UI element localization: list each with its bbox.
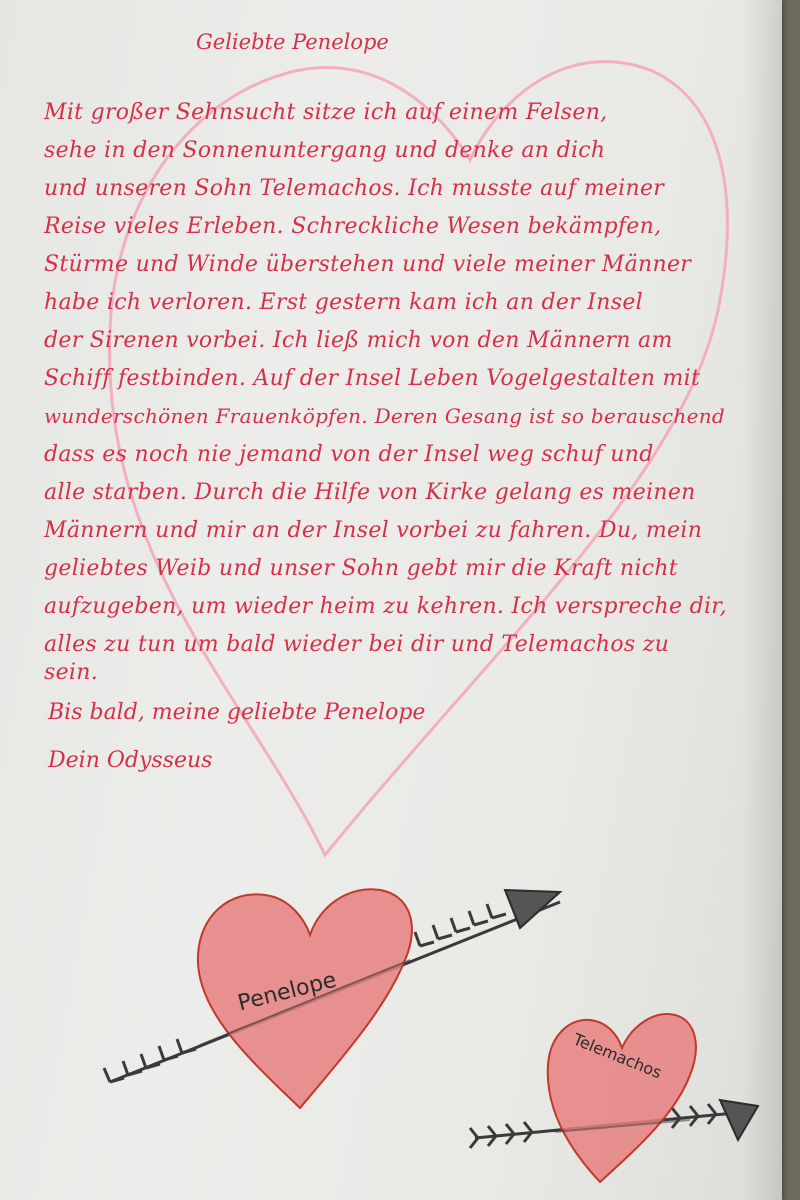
letter-line: Stürme und Winde überstehen und viele meiner Männer <box>44 252 692 277</box>
hearts-drawing <box>0 860 782 1200</box>
letter-line: Schiff festbinden. Auf der Insel Leben Vogelgestalten mit <box>44 366 701 391</box>
letter-line: dass es noch nie jemand von der Insel weg schuf und <box>44 442 654 467</box>
letter-line: und unseren Sohn Telemachos. Ich musste auf meiner <box>44 176 665 201</box>
letter-line: der Sirenen vorbei. Ich ließ mich von den Männern am <box>44 328 673 353</box>
heart-large-label: Penelope <box>235 967 340 1017</box>
letter-line: alle starben. Durch die Hilfe von Kirke gelang es meinen <box>44 480 696 505</box>
letter-line: Reise vieles Erleben. Schreckliche Wesen bekämpfen, <box>44 214 662 239</box>
letter-line: wunderschönen Frauenköpfen. Deren Gesang ist so berauschend <box>44 404 726 428</box>
letter-line: alles zu tun um bald wieder bei dir und Telemachos zu <box>44 632 670 657</box>
letter-closing: Bis bald, meine geliebte Penelope <box>48 700 426 725</box>
letter-line: Mit großer Sehnsucht sitze ich auf einem Felsen, <box>44 100 608 125</box>
letter-line: sehe in den Sonnenuntergang und denke an dich <box>44 138 606 163</box>
arrowhead-icon <box>720 1100 758 1140</box>
heart-telemachos-icon <box>548 1014 696 1182</box>
letter-line: Männern und mir an der Insel vorbei zu fahren. Du, mein <box>44 518 703 543</box>
letter-line: geliebtes Weib und unser Sohn gebt mir die Kraft nicht <box>44 556 678 581</box>
letter-line: habe ich verloren. Erst gestern kam ich an der Insel <box>44 290 643 315</box>
heart-small-label: Telemachos <box>570 1029 665 1083</box>
letter-line: sein. <box>44 660 99 685</box>
letter-line: aufzugeben, um wieder heim zu kehren. Ich verspreche dir, <box>44 594 727 619</box>
letter-signature: Dein Odysseus <box>48 748 213 773</box>
letter-greeting: Geliebte Penelope <box>196 30 389 54</box>
